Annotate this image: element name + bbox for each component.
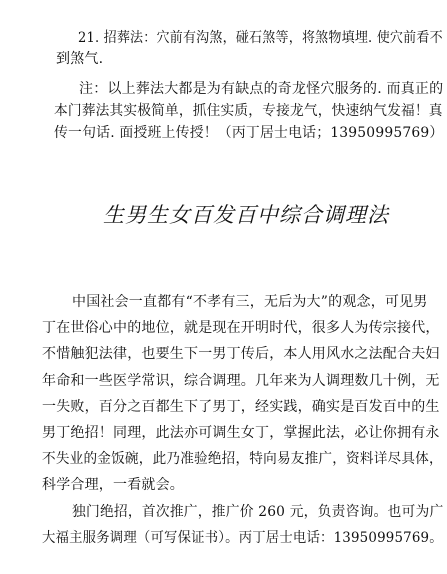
paragraph-1-line-1: 中国社会一直都有“不孝有三，无后为大”的观念，可见男	[72, 294, 428, 310]
paragraph-1-line-2: 丁在世俗心中的地位，就是现在开明时代，很多人为传宗接代，	[42, 320, 440, 336]
note-line-2: 本门葬法其实极简单，抓住实质，专接龙气，快速纳气发福！真	[54, 103, 443, 119]
paragraph-2-line-2: 大福主服务调理（可写保证书）。丙丁居士电话：13950995769。	[42, 530, 443, 546]
item-21-line-2: 到煞气.	[56, 51, 104, 67]
paragraph-1-line-4: 年命和一些医学常识，综合调理。几年来为人调理数几十例，无	[42, 373, 440, 389]
note-line-3: 传一句话. 面授班上传授！（丙丁居士电话；13950995769）	[54, 125, 444, 141]
paragraph-1-line-8: 科学合理，一看就会。	[42, 477, 184, 493]
paragraph-2-line-1: 独门绝招，首次推广，推广价 260 元，负责咨询。也可为广	[72, 504, 444, 520]
paragraph-1-line-5: 一失败，百分之百都生下了男丁，经实践，确实是百发百中的生	[42, 399, 440, 415]
article-title: 生男生女百发百中综合调理法	[103, 203, 389, 227]
paragraph-1-line-6: 男丁绝招！同理，此法亦可调生女丁，掌握此法，必让你拥有永	[42, 425, 440, 441]
note-line-1: 注：以上葬法大都是为有缺点的奇龙怪穴服务的. 而真正的	[79, 81, 444, 97]
item-21-line-1: 21. 招葬法：穴前有沟煞，碰石煞等，将煞物填埋. 使穴前看不	[78, 30, 443, 46]
paragraph-1-line-3: 不惜触犯法律，也要生下一男丁传后，本人用风水之法配合夫妇	[42, 346, 440, 362]
paragraph-1-line-7: 不失业的金饭碗，此乃准验绝招，特向易友推广，资料详尽具体，	[42, 451, 443, 467]
